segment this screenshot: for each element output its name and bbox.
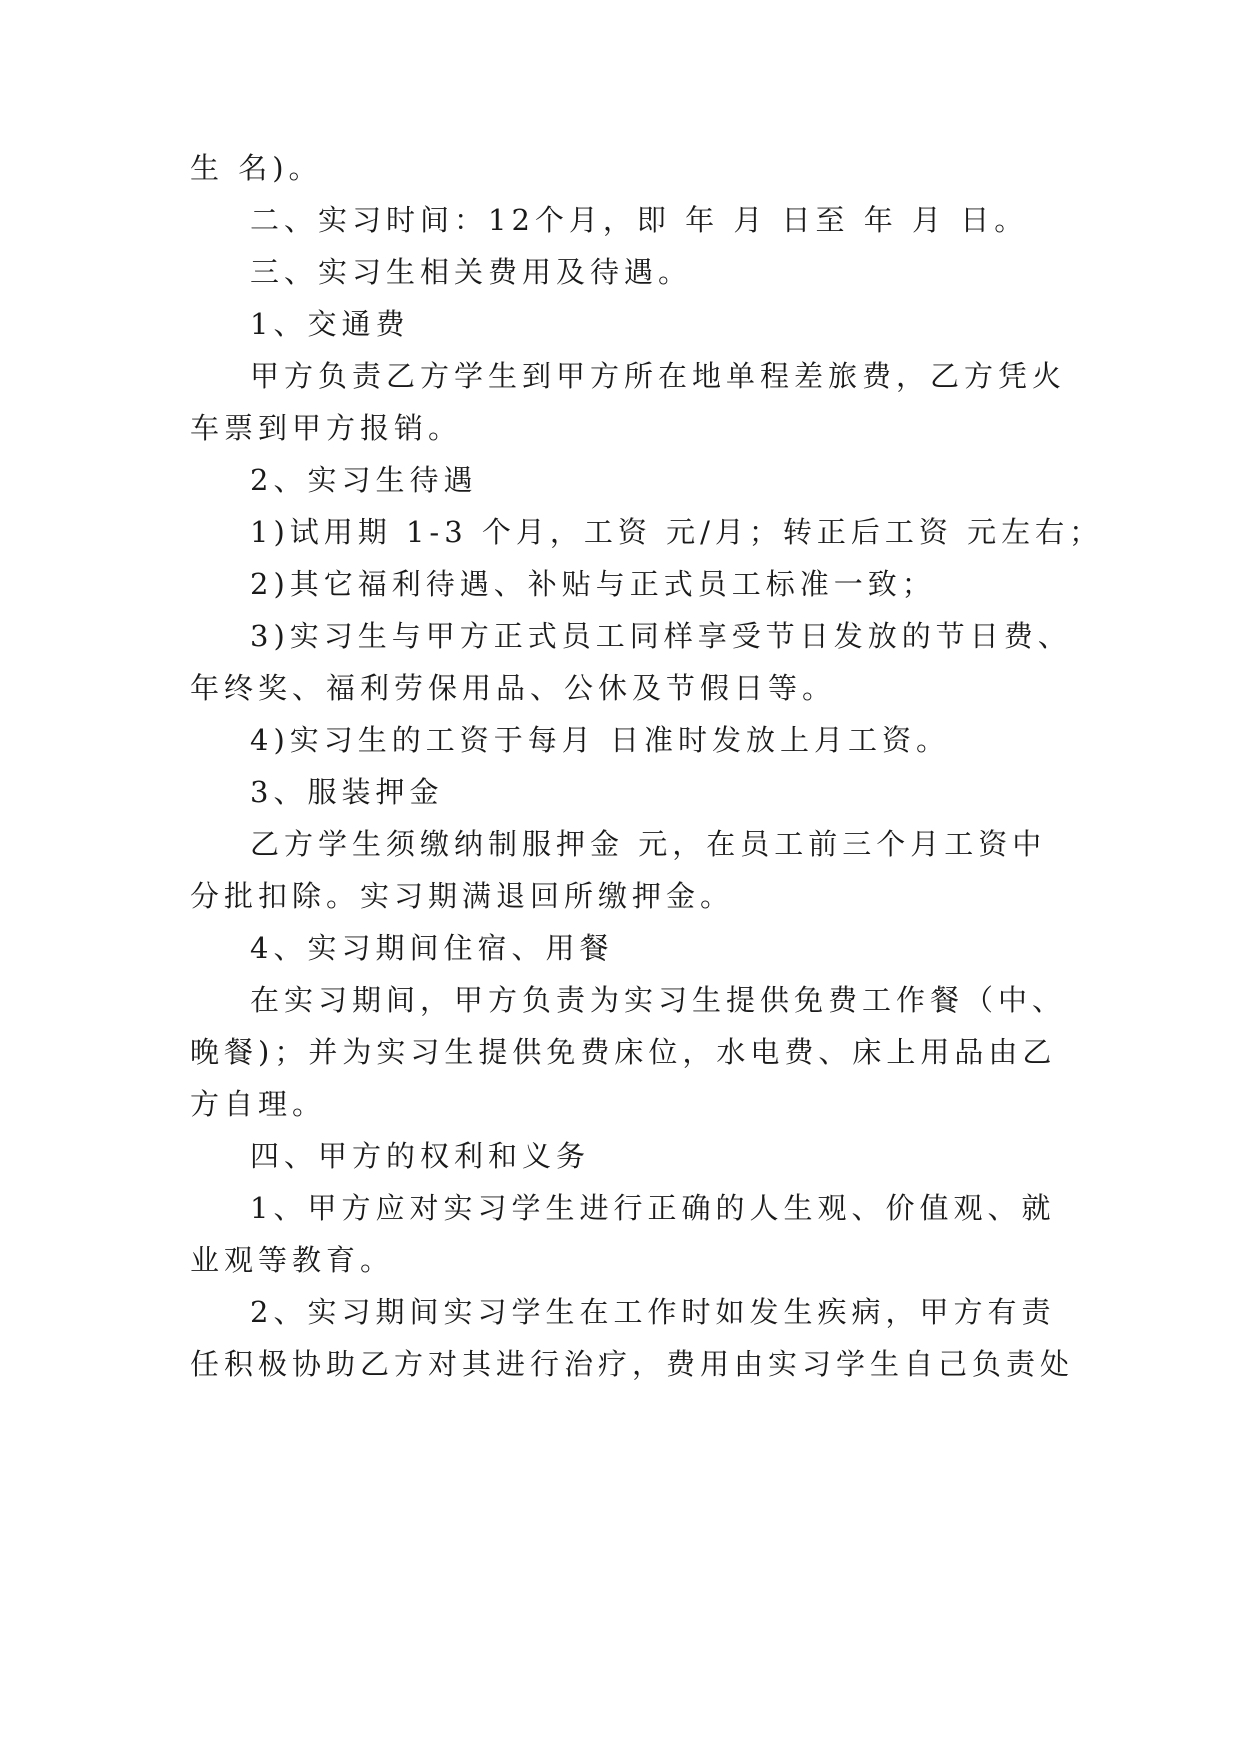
text-line: 方自理。 xyxy=(190,1087,327,1121)
text-line: 车票到甲方报销。 xyxy=(190,411,463,445)
subsection-heading: 2、实习生待遇 xyxy=(250,463,478,497)
text-line: 4)实习生的工资于每月 日准时发放上月工资。 xyxy=(250,723,950,757)
subsection-heading: 1、交通费 xyxy=(250,307,410,341)
text-line: 业观等教育。 xyxy=(190,1243,395,1277)
text-line: 晚餐)；并为实习生提供免费床位，水电费、床上用品由乙 xyxy=(190,1035,1057,1069)
text-line: 生 名)。 xyxy=(190,151,323,185)
text-line: 3)实习生与甲方正式员工同样享受节日发放的节日费、 xyxy=(250,619,1072,653)
text-line: 1)试用期 1-3 个月，工资 元/月；转正后工资 元左右； xyxy=(250,515,1104,549)
section-heading: 四、甲方的权利和义务 xyxy=(250,1139,591,1173)
text-line: 甲方负责乙方学生到甲方所在地单程差旅费，乙方凭火 xyxy=(250,359,1067,393)
section-heading: 三、实习生相关费用及待遇。 xyxy=(250,255,693,289)
text-line: 年终奖、福利劳保用品、公休及节假日等。 xyxy=(190,671,837,705)
subsection-heading: 4、实习期间住宿、用餐 xyxy=(250,931,614,965)
text-line: 2、实习期间实习学生在工作时如发生疾病，甲方有责 xyxy=(250,1295,1056,1329)
text-line: 分批扣除。实习期满退回所缴押金。 xyxy=(190,879,735,913)
text-line: 任积极协助乙方对其进行治疗，费用由实习学生自己负责处 xyxy=(190,1347,1075,1381)
text-line: 2)其它福利待遇、补贴与正式员工标准一致； xyxy=(250,567,936,601)
text-line: 二、实习时间：12个月，即 年 月 日至 年 月 日。 xyxy=(250,203,1029,237)
text-line: 1、甲方应对实习学生进行正确的人生观、价值观、就 xyxy=(250,1191,1056,1225)
text-line: 在实习期间，甲方负责为实习生提供免费工作餐（中、 xyxy=(250,983,1067,1017)
subsection-heading: 3、服装押金 xyxy=(250,775,444,809)
text-line: 乙方学生须缴纳制服押金 元，在员工前三个月工资中 xyxy=(250,827,1047,861)
